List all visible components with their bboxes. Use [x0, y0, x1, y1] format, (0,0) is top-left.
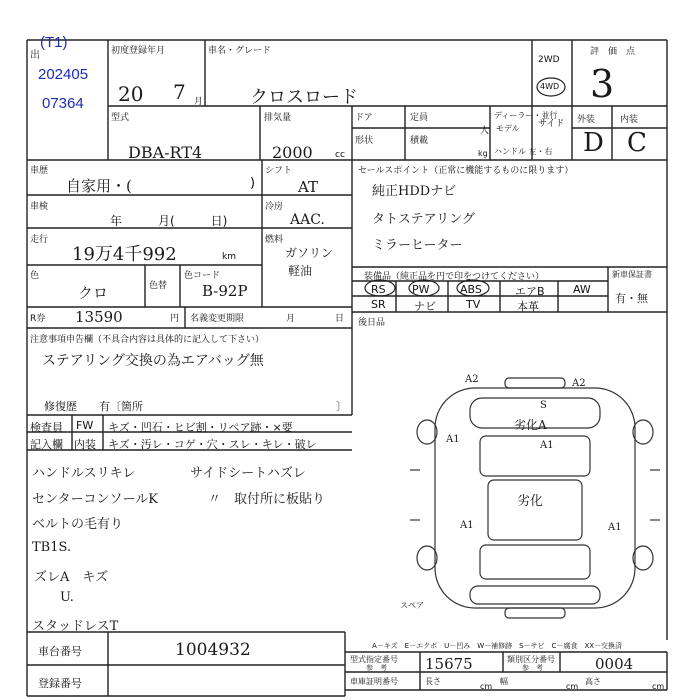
lot-year-stamp: 202405: [38, 66, 89, 83]
r-ken-label: R券: [30, 314, 46, 324]
width-label: 幅: [500, 677, 508, 686]
spare-label: スペア: [400, 601, 424, 610]
length-label: 長さ: [425, 677, 441, 686]
displacement-value: 2000: [272, 143, 313, 162]
kg-label: kg: [478, 149, 488, 158]
lot-label: 出: [30, 50, 40, 61]
height-cm: cm: [652, 682, 665, 691]
gaiso-label: 外装: [577, 115, 596, 125]
chassis-label: 車台番号: [38, 645, 82, 658]
fw-legend: キズ・凹石・ヒビ割・リペア跡・×要: [108, 421, 293, 434]
warranty-value: 有・無: [615, 292, 648, 305]
score-value: 3: [590, 62, 615, 106]
atoza-label: 後日品: [358, 318, 386, 328]
notes-label: 注意事項申告欄（不具合内容は具体的に記入して下さい）: [30, 335, 265, 345]
type-spec-label: 型式指定番号: [350, 655, 398, 664]
class-no-ref: 参 考: [522, 664, 543, 672]
fuel-gasoline: ガソリン: [285, 246, 334, 260]
height-label: 高さ: [585, 677, 601, 686]
damage-legend: A－キズ E－エクボ U－凹み W－補修跡 S－サビ C－腐食 XX－交換済: [372, 642, 623, 650]
color-label: 色: [30, 271, 40, 281]
keijo-label: 形状: [355, 136, 374, 146]
chassis-value: 1004932: [175, 640, 251, 660]
mileage-value: 19万4千992: [72, 244, 177, 265]
mark-body-wear: 劣化: [517, 494, 544, 509]
car-name-label: 車名・グレード: [208, 46, 272, 56]
inspector-note-1: ハンドルスリキレ: [32, 466, 136, 481]
model-label: 型式: [111, 113, 130, 123]
equip-abs: ABS: [460, 283, 482, 296]
meigi-day: 日: [335, 314, 345, 324]
exterior-grade: D: [583, 128, 604, 158]
mark-a1-left: A1: [460, 520, 474, 531]
dealer-label: ディーラー・並行: [494, 111, 558, 120]
mark-a2-top: A2: [465, 374, 479, 385]
color-code-label: 色コード: [184, 271, 221, 281]
inspector-label: 検査員: [30, 421, 63, 434]
notes-value: ステアリング交換の為エアバッグ無: [42, 353, 264, 369]
selling-point-3: ミラーヒーター: [372, 238, 463, 253]
type-spec-ref: 参 考: [366, 664, 387, 672]
selling-point-2: タトステアリング: [372, 212, 475, 227]
color-change-label: 色替: [149, 281, 168, 291]
wd4-label: 4WD: [540, 82, 560, 91]
equip-tv: TV: [466, 298, 481, 311]
equip-rs: RS: [371, 283, 386, 296]
shaken-label: 車検: [30, 202, 49, 212]
fw-label: FW: [76, 419, 94, 432]
shift-value: AT: [298, 178, 319, 196]
mark-a1-front-left: A1: [446, 434, 460, 445]
month-value: 7: [173, 80, 186, 104]
grade-code-stamp: (T1): [40, 34, 68, 51]
class-no-value: 0004: [595, 655, 634, 673]
mark-roof-wear: 劣化A: [514, 418, 547, 432]
shako-label: 車庫証明番号: [350, 677, 398, 686]
people-label: 人: [480, 126, 490, 136]
shift-label: シフト: [265, 166, 293, 176]
repair-history-label: 修復歴 有〔箇所: [44, 400, 143, 413]
teiin-label: 定員: [410, 113, 429, 123]
color-value: クロ: [78, 284, 109, 302]
equip-aw: AW: [573, 283, 591, 296]
mark-s: S: [540, 400, 547, 411]
naiso-row-label: 内装: [74, 438, 96, 451]
month-label: 月: [194, 97, 204, 107]
repair-history-close: 〕: [336, 400, 347, 413]
inspector-note-2: センターコンソールK: [32, 492, 158, 507]
first-reg-label: 初度登録年月: [111, 46, 166, 56]
width-cm: cm: [566, 682, 579, 691]
equip-pw: PW: [412, 283, 430, 296]
cc-label: cc: [335, 150, 345, 160]
fuel-diesel: 軽油: [288, 264, 313, 278]
score-label: 評 価 点: [590, 47, 636, 57]
shareki-close: ): [250, 176, 256, 191]
warranty-label: 新車保証書: [612, 270, 652, 279]
mark-a2-right: A2: [572, 378, 586, 389]
aircon-value: AAC.: [290, 212, 325, 228]
inspector-note-6: U.: [60, 590, 74, 605]
naiso-label: 内装: [620, 115, 639, 125]
lot-number-stamp: 07364: [42, 95, 84, 112]
mileage-label: 走行: [30, 235, 49, 245]
registration-label: 登録番号: [38, 677, 82, 690]
class-no-label: 類別区分番号: [507, 655, 555, 664]
type-spec-value: 15675: [425, 655, 473, 673]
r-ken-value: 13590: [75, 308, 123, 326]
door-label: ドア: [355, 113, 373, 123]
equip-navi: ナビ: [414, 300, 436, 313]
mark-a1-right: A1: [608, 522, 622, 533]
selling-label: セールスポイント（正常に機能するものに限ります）: [358, 166, 574, 176]
inspector-note-right-2: 〃 取付所に板貼り: [208, 492, 326, 507]
displacement-label: 排気量: [264, 113, 292, 123]
inspector-note-7: スタッドレスT: [32, 619, 119, 634]
entry-label: 記入欄: [30, 438, 63, 451]
equip-airbag: エアB: [515, 285, 545, 298]
inspector-note-3: ベルトの毛有り: [32, 517, 124, 532]
equipment-label: 装備品（純正品を円で印をつけてください）: [364, 272, 545, 282]
fuel-label: 燃料: [265, 235, 284, 245]
car-name-value: クロスロード: [250, 87, 358, 108]
naiso-legend: キズ・汚レ・コゲ・穴・スレ・キレ・破レ: [108, 438, 317, 451]
inspector-note-4: TB1S.: [32, 540, 72, 555]
interior-grade: C: [627, 128, 647, 158]
model-side-label: モデル: [496, 124, 520, 133]
km-label: km: [222, 252, 236, 262]
mark-a1-center: A1: [540, 440, 554, 451]
wd2-label: 2WD: [538, 55, 560, 65]
model-value: DBA-RT4: [128, 143, 203, 162]
aircon-label: 冷房: [265, 202, 284, 212]
year-value: 20: [118, 82, 144, 106]
shaken-value: 年 月( 日): [110, 214, 228, 228]
length-cm: cm: [480, 682, 493, 691]
yen-label: 円: [170, 314, 180, 324]
equip-sr: SR: [371, 298, 386, 311]
meigi-label: 名義変更期限: [190, 314, 245, 324]
shareki-label: 車歴: [30, 166, 49, 176]
meigi-month: 月: [286, 314, 296, 324]
selling-point-1: 純正HDDナビ: [372, 184, 457, 199]
color-code-value: B-92P: [202, 282, 248, 300]
inspector-note-5: ズレA キズ: [34, 570, 109, 585]
handle-label: ハンドル 左・右: [494, 147, 553, 156]
side-label: サイド: [538, 119, 565, 129]
shareki-value: 自家用・(: [66, 177, 132, 195]
inspector-note-right-1: サイドシートハズレ: [190, 466, 306, 481]
sekisai-label: 積載: [410, 136, 429, 146]
equip-leather: 本革: [517, 300, 539, 313]
